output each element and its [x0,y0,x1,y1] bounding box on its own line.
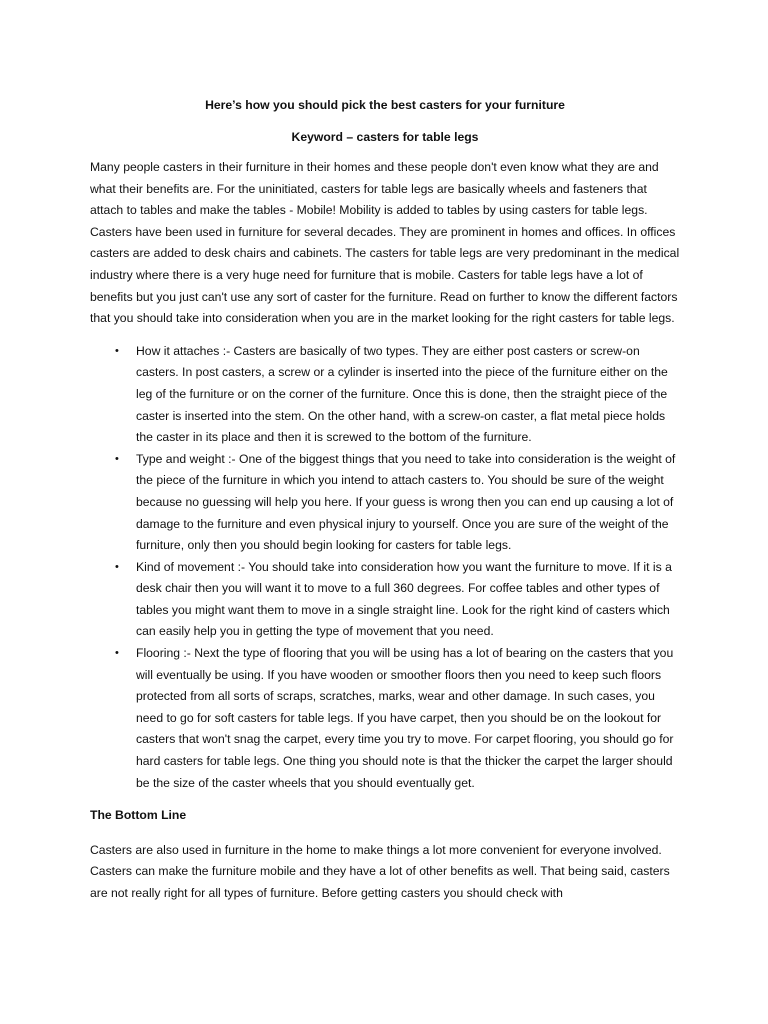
bottom-line-paragraph: Casters are also used in furniture in the home to make things a lot more convenient for everyone involved. Casters can make the furniture mobile and they have a lot of other benefits as well. That being said, casters are not really right for all types of furniture. Before getting casters you should check with [90,842,670,900]
document-title: Here’s how you should pick the best casters for your furniture [205,98,565,112]
bullet-icon: • [115,452,119,465]
list-item-text: Flooring :- Next the type of flooring that you will be using has a lot of bearing on the casters that you will eventually be using. If you have wooden or smoother floors then you need to keep such floors protected from all sorts of scraps, scratches, marks, wear and other damage. In such cases, you need to go for soft casters for table legs. If you have carpet, then you should be on the lookout for casters that won't snag the carpet, every time you try to move. For carpet flooring, you should go for hard casters for table legs. One thing you should note is that the thicker the carpet the larger should be the size of the caster wheels that you should eventually get. [136,646,674,790]
list-item [90,449,680,557]
list-item-text: Type and weight :- One of the biggest things that you need to take into consideration is the weight of the piece of the furniture in which you intend to attach casters to. You should be sure of the weight because no guessing will help you here. If your guess is wrong then you can end up causing a lot of damage to the furniture and even physical injury to yourself. Once you are sure of the weight of the furniture, only then you should begin looking for casters for table legs. [136,451,676,553]
list-item-text: How it attaches :- Casters are basically of two types. They are either post casters or screw-on casters. In post casters, a screw or a cylinder is inserted into the piece of the furniture either on the leg of the furniture or on the corner of the furniture. Once this is done, then the straight piece of the caster is inserted into the stem. On the other hand, with a screw-on caster, a flat metal piece holds the caster in its place and then it is screwed to the bottom of the furniture. [136,343,668,445]
list-item [90,557,680,643]
list-item-text: Kind of movement :- You should take into consideration how you want the furniture to move. If it is a desk chair then you will want it to move to a full 360 degrees. For coffee tables and other types of tables you might want them to move in a single straight line. Look for the right kind of casters which can easily help you in getting the type of movement that you need. [136,559,672,639]
keyword-line: Keyword – casters for table legs [291,130,479,144]
bullet-icon: • [115,560,119,573]
document-page [90,94,680,905]
list-item [90,341,680,449]
bottom-line-heading: The Bottom Line [90,808,187,823]
bullet-icon: • [115,647,119,660]
list-item [90,643,680,794]
intro-paragraph: Many people casters in their furniture in their homes and these people don't even know what they are and what their benefits are. For the uninitiated, casters for table legs are basically wheels and fasteners that attach to tables and make the tables - Mobile! Mobility is added to tables by using casters for table legs. Casters have been used in furniture for several decades. They are prominent in homes and offices. In offices casters are added to desk chairs and cabinets. The casters for table legs are very predominant in the medical industry where there is a very huge need for furniture that is mobile. Casters for table legs have a lot of benefits but you just can't use any sort of caster for the furniture. Read on further to know the different factors that you should take into consideration when you are in the market looking for the right casters for table legs. [90,160,680,326]
bullet-icon: • [115,344,119,357]
factor-list [90,341,680,794]
